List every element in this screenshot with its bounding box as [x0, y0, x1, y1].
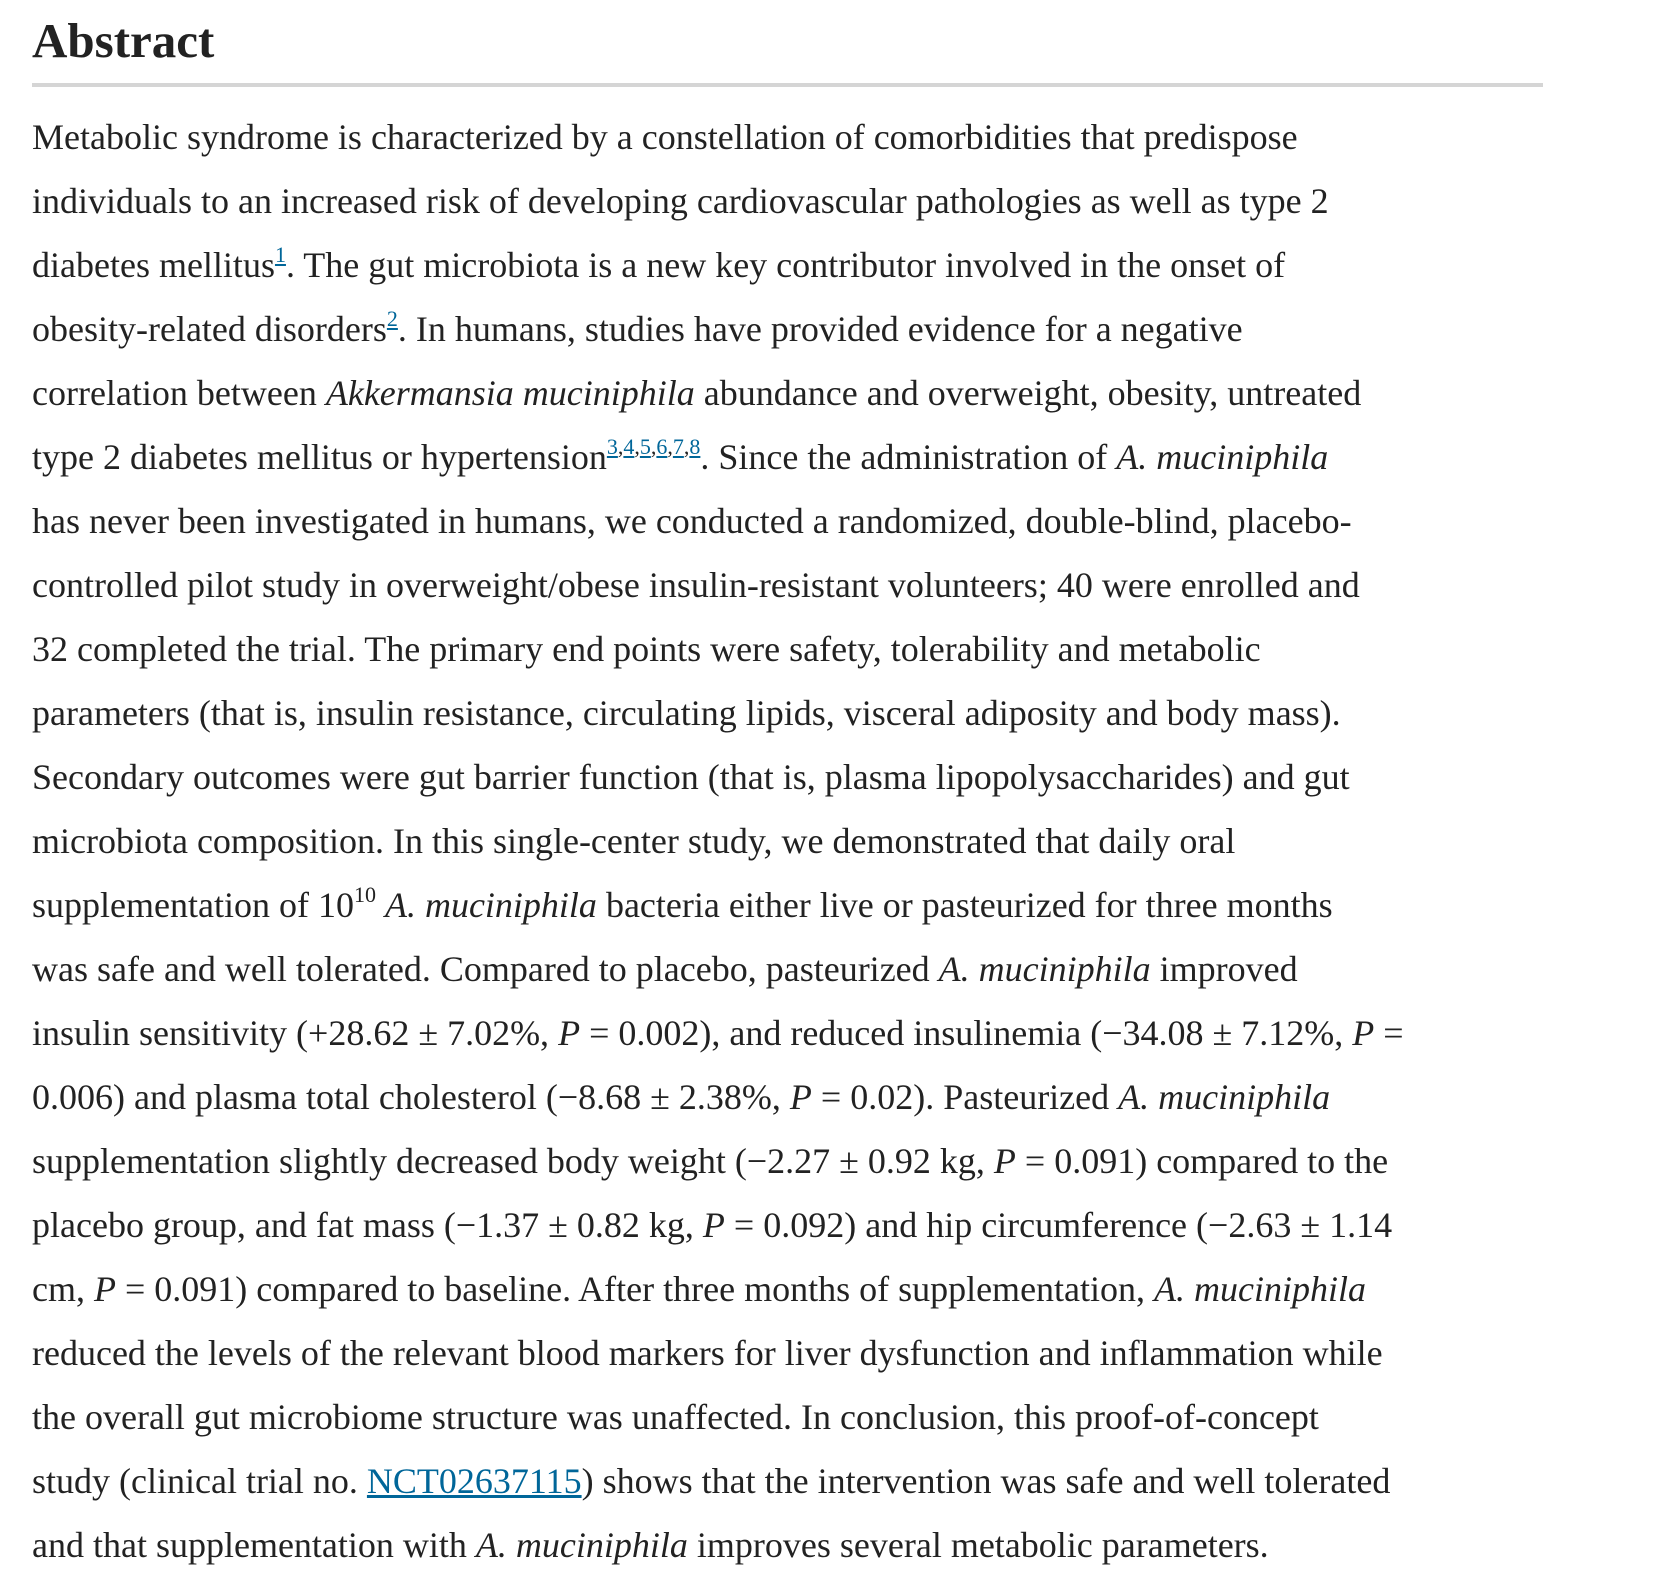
abstract-body — [32, 105, 1592, 1577]
text-run: and that supplementation with — [32, 1525, 476, 1565]
text-run: improves several metabolic parameters. — [687, 1525, 1269, 1565]
text-run: improved — [1150, 949, 1298, 989]
text-run — [376, 885, 385, 925]
superscript-text: 10 — [353, 882, 376, 907]
italic-text: Akkermansia muciniphila — [325, 373, 695, 413]
italic-text: P — [558, 1013, 581, 1053]
italic-text: A. muciniphila — [475, 1525, 688, 1565]
abstract-line — [32, 169, 1592, 233]
citation-link-2[interactable]: 2 — [386, 306, 398, 331]
italic-text: A. muciniphila — [1116, 437, 1329, 477]
text-run: parameters (that is, insulin resistance, circulating lipids, visceral adiposity and body mass). — [32, 693, 1341, 733]
italic-text: A. muciniphila — [1154, 1269, 1367, 1309]
italic-text: A. muciniphila — [384, 885, 597, 925]
citation-link-8[interactable]: 8 — [689, 434, 701, 459]
abstract-line — [32, 1065, 1592, 1129]
text-run: abundance and overweight, obesity, untreated — [694, 373, 1362, 413]
abstract-line — [32, 489, 1592, 553]
citation-link-5[interactable]: 5 — [639, 434, 651, 459]
text-run: ) shows that the intervention was safe and well tolerated — [581, 1461, 1391, 1501]
text-run: = 0.02). Pasteurized — [811, 1077, 1119, 1117]
abstract-line — [32, 553, 1592, 617]
text-run: . The gut microbiota is a new key contributor involved in the onset of — [285, 245, 1286, 285]
text-run: reduced the levels of the relevant blood markers for liver dysfunction and inflammation while — [32, 1333, 1383, 1373]
superscript-text: , — [650, 434, 657, 459]
superscript-text: , — [667, 434, 673, 459]
text-run: the overall gut microbiome structure was unaffected. In conclusion, this proof-of-concept — [32, 1397, 1319, 1437]
abstract-line — [32, 1513, 1592, 1577]
abstract-line — [32, 617, 1592, 681]
text-run: placebo group, and fat mass (−1.37 ± 0.82 kg, — [32, 1205, 703, 1245]
abstract-line — [32, 1321, 1592, 1385]
text-run: type 2 diabetes mellitus or hypertension — [32, 437, 607, 477]
text-run: controlled pilot study in overweight/obese insulin-resistant volunteers; 40 were enrolled and — [32, 565, 1360, 605]
text-run: = — [1374, 1013, 1404, 1053]
italic-text: P — [93, 1269, 116, 1309]
text-run: . In humans, studies have provided evidence for a negative — [397, 309, 1243, 349]
text-run: 0.006) and plasma total cholesterol (−8.68 ± 2.38%, — [32, 1077, 790, 1117]
citation-link-4[interactable]: 4 — [623, 434, 635, 459]
text-run: bacteria either live or pasteurized for three months — [596, 885, 1333, 925]
clinical-trial-link[interactable]: NCT02637115 — [366, 1461, 582, 1501]
text-run: . Since the administration of — [700, 437, 1117, 477]
abstract-line — [32, 297, 1592, 361]
citation-link-3[interactable]: 3 — [606, 434, 618, 459]
citation-link-7[interactable]: 7 — [672, 434, 684, 459]
text-run: supplementation of 10 — [32, 885, 354, 925]
text-run: insulin sensitivity (+28.62 ± 7.02%, — [32, 1013, 559, 1053]
italic-text: A. muciniphila — [938, 949, 1151, 989]
text-run: was safe and well tolerated. Compared to placebo, pasteurized — [32, 949, 939, 989]
italic-text: P — [702, 1205, 725, 1245]
text-run: 32 completed the trial. The primary end points were safety, tolerability and metabolic — [32, 629, 1261, 669]
heading-divider — [32, 83, 1543, 87]
text-run: obesity-related disorders — [32, 309, 387, 349]
italic-text: P — [993, 1141, 1016, 1181]
text-run: = 0.092) and hip circumference (−2.63 ± 1.14 — [724, 1205, 1393, 1245]
abstract-line — [32, 1001, 1592, 1065]
abstract-line — [32, 873, 1592, 937]
text-run: = 0.002), and reduced insulinemia (−34.08 ± 7.12%, — [580, 1013, 1353, 1053]
italic-text: P — [789, 1077, 812, 1117]
text-run: = 0.091) compared to the — [1015, 1141, 1389, 1181]
text-run: Metabolic syndrome is characterized by a constellation of comorbidities that predispose — [32, 117, 1298, 157]
abstract-line — [32, 425, 1592, 489]
abstract-line — [32, 809, 1592, 873]
abstract-line — [32, 1449, 1592, 1513]
text-run: study (clinical trial no. — [32, 1461, 367, 1501]
abstract-line — [32, 1193, 1592, 1257]
text-run: Secondary outcomes were gut barrier function (that is, plasma lipopolysaccharides) and gut — [32, 757, 1350, 797]
abstract-line — [32, 745, 1592, 809]
citation-link-1[interactable]: 1 — [274, 242, 286, 267]
citation-link-6[interactable]: 6 — [656, 434, 668, 459]
text-run: microbiota composition. In this single-center study, we demonstrated that daily oral — [32, 821, 1236, 861]
text-run: cm, — [32, 1269, 94, 1309]
text-run: individuals to an increased risk of developing cardiovascular pathologies as well as type 2 — [32, 181, 1329, 221]
italic-text: P — [1352, 1013, 1375, 1053]
superscript-text: , — [617, 434, 624, 459]
text-run: diabetes mellitus — [32, 245, 275, 285]
italic-text: A. muciniphila — [1118, 1077, 1331, 1117]
text-run: has never been investigated in humans, we conducted a randomized, double-blind, placebo- — [32, 501, 1352, 541]
superscript-text: , — [683, 434, 690, 459]
text-run: = 0.091) compared to baseline. After three months of supplementation, — [115, 1269, 1155, 1309]
abstract-line — [32, 1385, 1592, 1449]
abstract-line — [32, 1129, 1592, 1193]
abstract-line — [32, 681, 1592, 745]
superscript-text: , — [634, 434, 640, 459]
abstract-line — [32, 105, 1592, 169]
text-run: supplementation slightly decreased body weight (−2.27 ± 0.92 kg, — [32, 1141, 994, 1181]
abstract-line — [32, 233, 1592, 297]
abstract-line — [32, 937, 1592, 1001]
text-run: correlation between — [32, 373, 326, 413]
abstract-line — [32, 1257, 1592, 1321]
abstract-line — [32, 361, 1592, 425]
abstract-heading: Abstract — [32, 13, 215, 68]
